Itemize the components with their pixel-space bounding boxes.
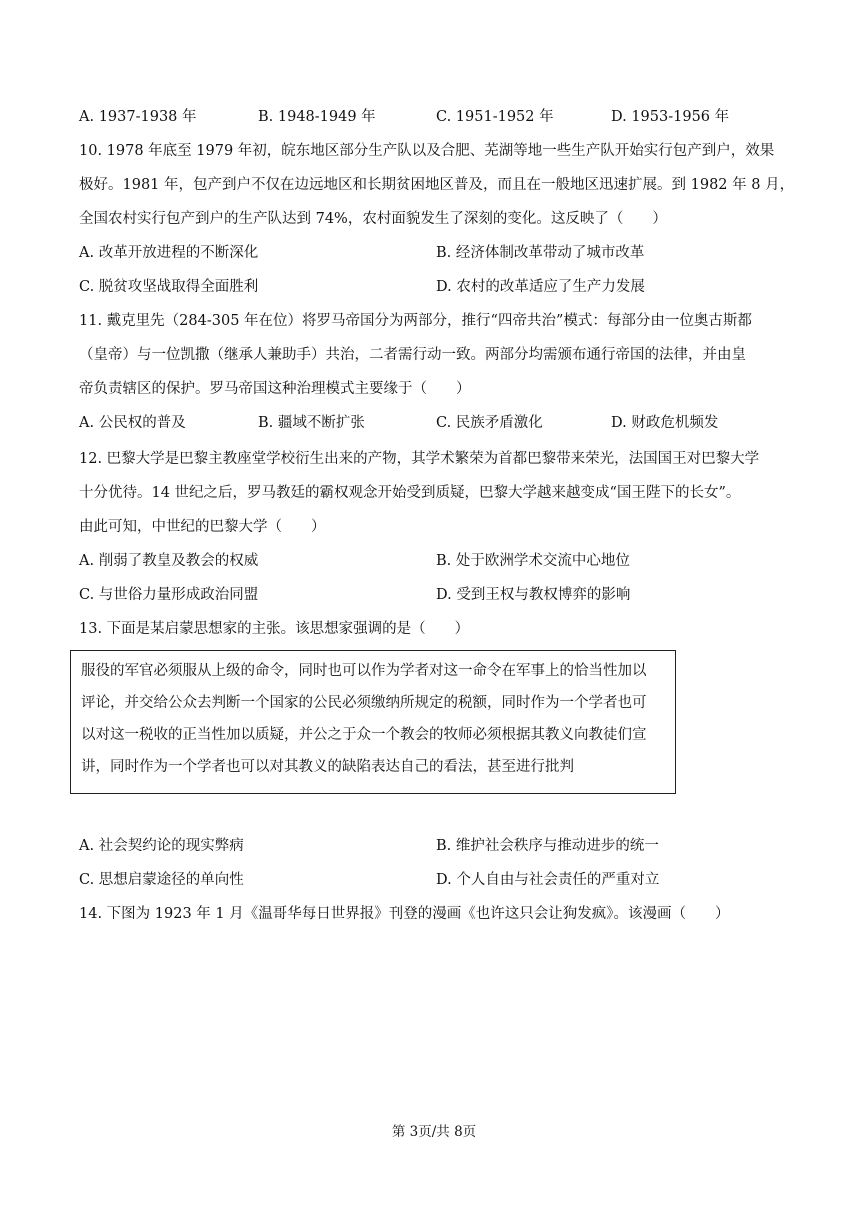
q12-option-d: D. 受到王权与教权博弈的影响	[436, 587, 631, 603]
q13-quote-line-4: 讲，同时作为一个学者也可以对其教义的缺陷表达自己的看法，甚至进行批判	[81, 759, 574, 775]
q10-option-b: B. 经济体制改革带动了城市改革	[436, 245, 645, 261]
q10-stem-line-1: 10. 1978 年底至 1979 年初，皖东地区部分生产队以及合肥、芜湖等地一些生产队开始实行包产到户，效果	[79, 143, 775, 159]
q10-option-c: C. 脱贫攻坚战取得全面胜利	[79, 279, 259, 295]
q13-option-c: C. 思想启蒙途径的单向性	[79, 872, 244, 888]
q10-option-d: D. 农村的改革适应了生产力发展	[436, 279, 645, 295]
q12-option-a: A. 削弱了教皇及教会的权威	[79, 553, 259, 569]
q12-stem-line-1: 12. 巴黎大学是巴黎主教座堂学校衍生出来的产物，其学术繁荣为首都巴黎带来荣光，法国国王对巴黎大学	[79, 451, 760, 467]
q11-option-a: A. 公民权的普及	[79, 415, 186, 431]
q13-option-d: D. 个人自由与社会责任的严重对立	[436, 872, 660, 888]
q11-option-b: B. 疆域不断扩张	[258, 415, 365, 431]
q11-stem-line-1: 11. 戴克里先（284-305 年在位）将罗马帝国分为两部分，推行“四帝共治”模式：每部分由一位奥古斯都	[79, 313, 752, 329]
q11-stem-line-2: （皇帝）与一位凯撒（继承人兼助手）共治，二者需行动一致。两部分均需颁布通行帝国的法律，并由皇	[79, 347, 746, 363]
q14-stem: 14. 下图为 1923 年 1 月《温哥华每日世界报》刊登的漫画《也许这只会让狗发疯》。该漫画（ ）	[79, 906, 730, 922]
q12-stem-line-2: 十分优待。14 世纪之后，罗马教廷的霸权观念开始受到质疑，巴黎大学越来越变成“国王陛下的长女”。	[79, 485, 741, 501]
q12-option-b: B. 处于欧洲学术交流中心地位	[436, 553, 630, 569]
q13-option-b: B. 维护社会秩序与推动进步的统一	[436, 838, 659, 854]
q9-option-c: C. 1951-1952 年	[436, 109, 554, 125]
q13-quote-line-3: 以对这一税收的正当性加以质疑，并公之于众一个教会的牧师必须根据其教义向教徒们宣	[81, 727, 647, 743]
q11-option-d: D. 财政危机频发	[611, 415, 719, 431]
q9-option-a: A. 1937-1938 年	[79, 109, 197, 125]
q10-stem-line-3: 全国农村实行包产到户的生产队达到 74%，农村面貌发生了深刻的变化。这反映了（ ）	[79, 211, 667, 227]
q9-option-d: D. 1953-1956 年	[611, 109, 730, 125]
q13-quote-line-1: 服役的军官必须服从上级的命令，同时也可以作为学者对这一命令在军事上的恰当性加以	[81, 663, 647, 679]
q13-quote-box	[70, 650, 676, 794]
q9-option-b: B. 1948-1949 年	[258, 109, 376, 125]
q13-quote-line-2: 评论，并交给公众去判断一个国家的公民必须缴纳所规定的税额，同时作为一个学者也可	[81, 695, 647, 711]
page-number: 第 3页/共 8页	[391, 1124, 477, 1140]
q13-stem: 13. 下面是某启蒙思想家的主张。该思想家强调的是（ ）	[79, 621, 470, 637]
q10-stem-line-2: 极好。1981 年，包产到户不仅在边远地区和长期贫困地区普及，而且在一般地区迅速扩展。到 1982 年 8 月，	[79, 177, 795, 193]
q12-stem-line-3: 由此可知，中世纪的巴黎大学（ ）	[79, 519, 326, 535]
q13-option-a: A. 社会契约论的现实弊病	[79, 838, 244, 854]
q12-option-c: C. 与世俗力量形成政治同盟	[79, 587, 259, 603]
q11-stem-line-3: 帝负责辖区的保护。罗马帝国这种治理模式主要缘于（ ）	[79, 381, 471, 397]
q10-option-a: A. 改革开放进程的不断深化	[79, 245, 259, 261]
q11-option-c: C. 民族矛盾激化	[436, 415, 543, 431]
